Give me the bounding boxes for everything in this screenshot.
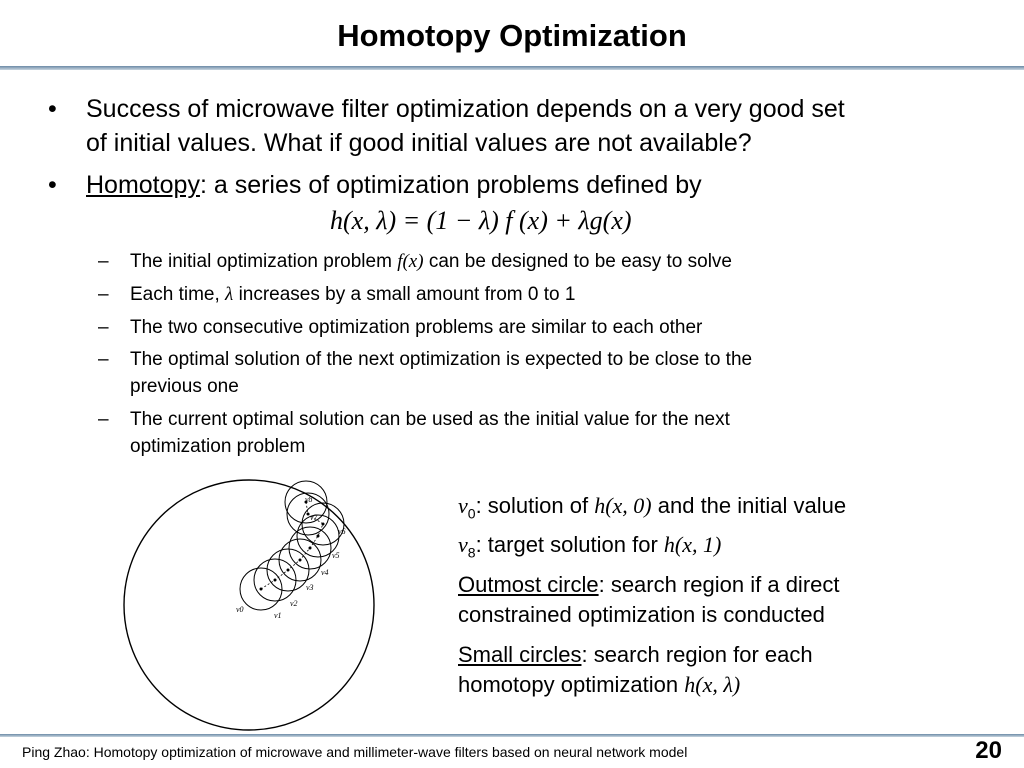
note-text: : search region if a direct [598,572,840,597]
note-v0 [458,491,846,528]
subbullet-text-line1: The optimal solution of the next optimization is expected to be close to the [130,349,753,370]
subbullet-text-line1: The current optimal solution can be used as the initial value for the next [130,409,730,430]
small-circles-group [240,481,344,610]
note-outmost-circle [458,570,840,630]
label-v8: v8 [305,495,313,504]
note-text: : search region for each [581,642,813,667]
label-v2: v2 [290,599,298,608]
note-text-line2: homotopy optimization [458,672,679,697]
subscript: 0 [467,505,476,522]
note-text: : target solution for [475,532,658,557]
bullet-initial-values [48,92,845,160]
bullet-homotopy [48,168,702,202]
subbullet-text: Each time, [130,284,220,305]
var-v: v [458,493,468,518]
dash-marker: – [98,317,109,338]
math-h-x-1: h(x, 1) [663,532,722,557]
subbullet-text: increases by a small amount from 0 to 1 [238,284,576,305]
var-v: v [458,532,468,557]
small-circles-term: Small circles [458,642,582,667]
slide-title: Homotopy Optimization [337,18,687,53]
bullet-marker: • [48,95,57,123]
note-text: and the initial value [657,493,847,518]
label-v4: v4 [321,568,329,577]
homotopy-term: Homotopy [86,171,200,199]
note-v8 [458,530,721,567]
subbullet-text: can be designed to be easy to solve [428,251,732,272]
subbullet-text: The two consecutive optimization problems are similar to each other [130,317,703,338]
outmost-circle [124,480,374,730]
title-divider [0,66,1024,70]
outmost-circle-term: Outmost circle [458,572,599,597]
label-v3: v3 [306,583,314,592]
dash-marker: – [98,409,109,430]
subbullet-text: The initial optimization problem [130,251,392,272]
subbullet-close-solution [98,346,890,400]
footer-citation: Ping Zhao: Homotopy optimization of microwave and millimeter-wave filters based on neural network model [22,744,688,760]
subbullet-similar-problems [98,314,890,341]
subbullet-text-line2: previous one [130,376,239,397]
note-small-circles [458,640,813,700]
subscript: 8 [467,544,476,561]
subbullet-initial-value-reuse [98,406,890,460]
dash-marker: – [98,251,109,272]
label-v1: v1 [274,611,282,620]
bullet-text-line2: of initial values. What if good initial values are not available? [86,129,752,157]
dash-marker: – [98,349,109,370]
page-number: 20 [975,737,1002,764]
label-v7: v7 [310,513,318,522]
label-v6: v6 [338,527,346,536]
homotopy-circles-diagram [120,472,450,734]
math-h-x-0: h(x, 0) [594,493,652,518]
label-v5: v5 [332,551,340,560]
bullet-text-line1: Success of microwave filter optimization depends on a very good set [86,95,845,123]
subbullet-lambda-increase [98,281,890,308]
label-v0: v0 [236,605,244,614]
math-lambda: λ [225,284,234,305]
bullet-marker: • [48,171,57,199]
footer-divider [0,734,1024,737]
math-fx: f(x) [397,251,424,272]
subbullet-text-line2: optimization problem [130,436,306,457]
note-text: : solution of [475,493,589,518]
homotopy-formula: h(x, λ) = (1 − λ) f (x) + λg(x) [330,206,632,235]
homotopy-definition: : a series of optimization problems defined by [199,171,702,199]
note-text-line2: constrained optimization is conducted [458,602,825,627]
dash-marker: – [98,284,109,305]
math-h-x-lambda: h(x, λ) [684,672,741,697]
subbullet-initial-problem [98,248,890,275]
